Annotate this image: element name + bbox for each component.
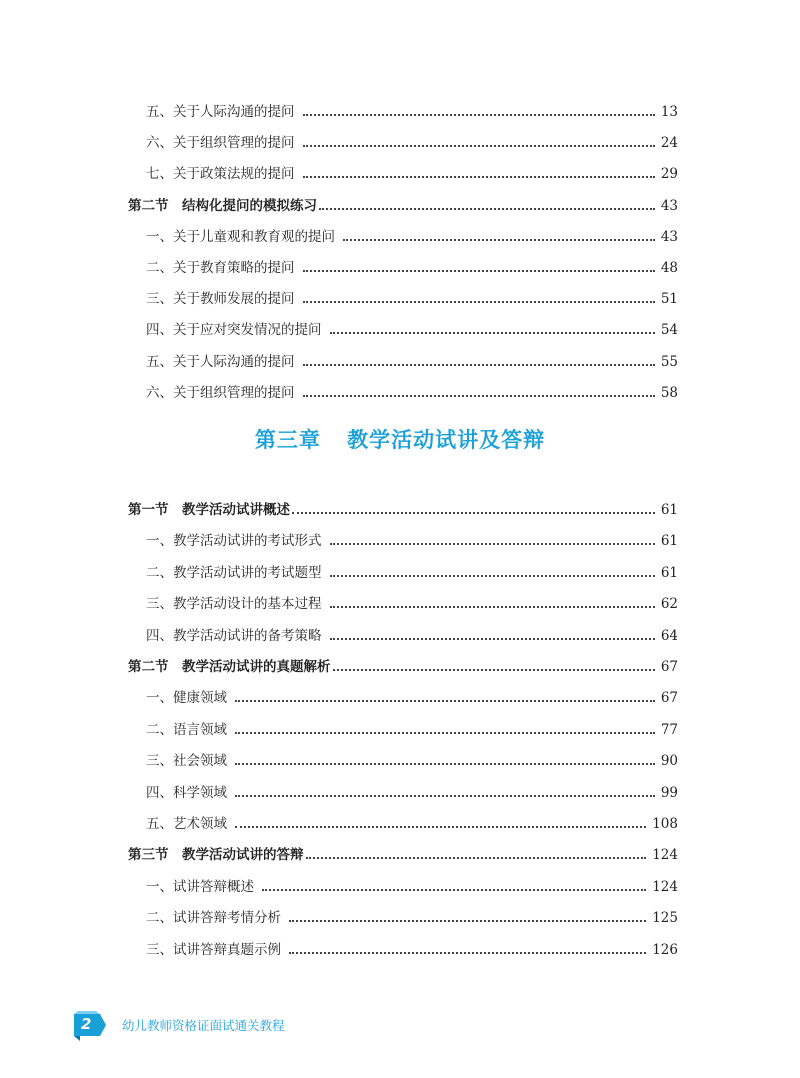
dot-leader	[235, 763, 655, 765]
toc-entry-title: 一、健康领域	[146, 690, 227, 707]
toc-entry[interactable]	[128, 224, 678, 246]
toc-entry[interactable]	[128, 623, 678, 645]
toc-page-number: 67	[660, 659, 678, 675]
toc-page-number: 51	[660, 291, 678, 308]
dot-leader	[319, 208, 655, 210]
toc-entry-title: 三、关于教师发展的提问	[146, 291, 295, 308]
toc-entry[interactable]	[128, 130, 678, 152]
toc-page-number: 99	[660, 784, 678, 801]
dot-leader	[289, 920, 646, 922]
toc-page-number: 126	[652, 941, 678, 958]
toc-page-number: 124	[652, 847, 678, 864]
toc-entry[interactable]	[128, 560, 678, 582]
toc-entry[interactable]	[128, 685, 678, 707]
toc-entry-title: 四、教学活动试讲的备考策略	[146, 627, 322, 644]
toc-page-number: 67	[660, 690, 678, 707]
toc-page-number: 24	[660, 135, 678, 152]
toc-entry[interactable]	[128, 874, 678, 896]
toc-entry-title: 第二节 结构化提问的模拟练习	[128, 197, 317, 214]
toc-entry[interactable]	[128, 380, 678, 402]
toc-entry-title: 一、试讲答辩概述	[146, 878, 254, 895]
toc-page-number: 43	[660, 228, 678, 245]
toc-page-number: 108	[652, 816, 678, 832]
toc-entry-title: 二、教学活动试讲的考试题型	[146, 564, 322, 581]
toc-page-number: 90	[660, 753, 678, 770]
dot-leader	[333, 669, 655, 671]
toc-entry-title: 五、关于人际沟通的提问	[146, 104, 295, 120]
toc-entry[interactable]	[128, 349, 678, 371]
toc-entry-title: 五、艺术领域	[146, 816, 227, 832]
toc-entry[interactable]	[128, 748, 678, 770]
page-number: 2	[81, 1015, 92, 1033]
dot-leader	[235, 732, 655, 734]
toc-entry-title: 四、关于应对突发情况的提问	[146, 322, 322, 339]
toc-entry-title: 一、关于儿童观和教育观的提问	[146, 228, 335, 245]
toc-entry-title: 第一节 教学活动试讲概述	[128, 502, 290, 518]
dot-leader	[303, 176, 655, 178]
toc-entry-title: 六、关于组织管理的提问	[146, 135, 295, 152]
toc-entry[interactable]	[128, 255, 678, 277]
toc-entry[interactable]	[128, 937, 678, 959]
toc-page-number: 13	[660, 104, 678, 120]
toc-page-number: 124	[652, 878, 678, 895]
toc-page-number: 48	[660, 260, 678, 276]
toc-entry[interactable]	[128, 161, 678, 183]
toc-entry-title: 第二节 教学活动试讲的真题解析	[128, 659, 331, 675]
dot-leader	[303, 270, 655, 272]
dot-leader	[262, 889, 646, 891]
toc-entry[interactable]	[128, 591, 678, 613]
toc-section-entry[interactable]	[128, 193, 678, 215]
toc-entry-title: 三、试讲答辩真题示例	[146, 941, 281, 958]
toc-page-number: 125	[652, 910, 678, 927]
dot-leader	[292, 512, 655, 514]
dot-leader	[303, 114, 655, 116]
dot-leader	[235, 700, 655, 702]
toc-entry-title: 二、试讲答辩考情分析	[146, 910, 281, 927]
toc-page-number: 54	[660, 322, 678, 339]
toc-page-number: 64	[660, 627, 678, 644]
toc-entry-title: 二、关于教育策略的提问	[146, 260, 295, 276]
toc-section-entry[interactable]	[128, 497, 678, 519]
toc-entry[interactable]	[128, 780, 678, 802]
toc-page-number: 58	[660, 384, 678, 401]
dot-leader	[330, 638, 655, 640]
toc-entry[interactable]	[128, 317, 678, 339]
dot-leader	[303, 145, 655, 147]
toc-entry-title: 二、语言领域	[146, 721, 227, 738]
dot-leader	[330, 575, 655, 577]
dot-leader	[303, 395, 655, 397]
toc-entry-title: 五、关于人际沟通的提问	[146, 353, 295, 370]
toc-page-number: 43	[660, 197, 678, 214]
toc-entry[interactable]	[128, 717, 678, 739]
dot-leader	[303, 301, 655, 303]
toc-entry[interactable]	[128, 905, 678, 927]
toc-page-number: 77	[660, 721, 678, 738]
toc-entry[interactable]	[128, 528, 678, 550]
toc-entry[interactable]	[128, 99, 678, 121]
toc-page-number: 55	[660, 353, 678, 370]
dot-leader	[289, 952, 646, 954]
toc-entry-title: 四、科学领域	[146, 784, 227, 801]
dot-leader	[330, 332, 655, 334]
dot-leader	[235, 795, 655, 797]
toc-entry-title: 六、关于组织管理的提问	[146, 384, 295, 401]
dot-leader	[330, 543, 655, 545]
dot-leader	[306, 857, 647, 859]
page-footer	[70, 1008, 470, 1042]
toc-page-number: 61	[660, 533, 678, 550]
toc-entry[interactable]	[128, 811, 678, 833]
dot-leader	[343, 239, 655, 241]
toc-entry-title: 第三节 教学活动试讲的答辩	[128, 847, 304, 864]
toc-page-number: 61	[660, 564, 678, 581]
chapter-heading: 第三章 教学活动试讲及答辩	[254, 428, 546, 452]
toc-entry[interactable]	[128, 286, 678, 308]
toc-page-number: 62	[660, 596, 678, 613]
toc-entry-title: 三、社会领域	[146, 753, 227, 770]
dot-leader	[330, 606, 655, 608]
toc-entry-title: 七、关于政策法规的提问	[146, 166, 295, 183]
toc-entry-title: 一、教学活动试讲的考试形式	[146, 533, 322, 550]
dot-leader	[235, 826, 646, 828]
toc-page-number: 61	[660, 502, 678, 518]
dot-leader	[303, 364, 655, 366]
book-title: 幼儿教师资格证面试通关教程	[122, 1018, 285, 1033]
toc-entry-title: 三、教学活动设计的基本过程	[146, 596, 322, 613]
page-number-badge	[70, 1008, 110, 1042]
toc-section-entry[interactable]	[128, 842, 678, 864]
toc-page-number: 29	[660, 166, 678, 183]
toc-section-entry[interactable]	[128, 654, 678, 676]
